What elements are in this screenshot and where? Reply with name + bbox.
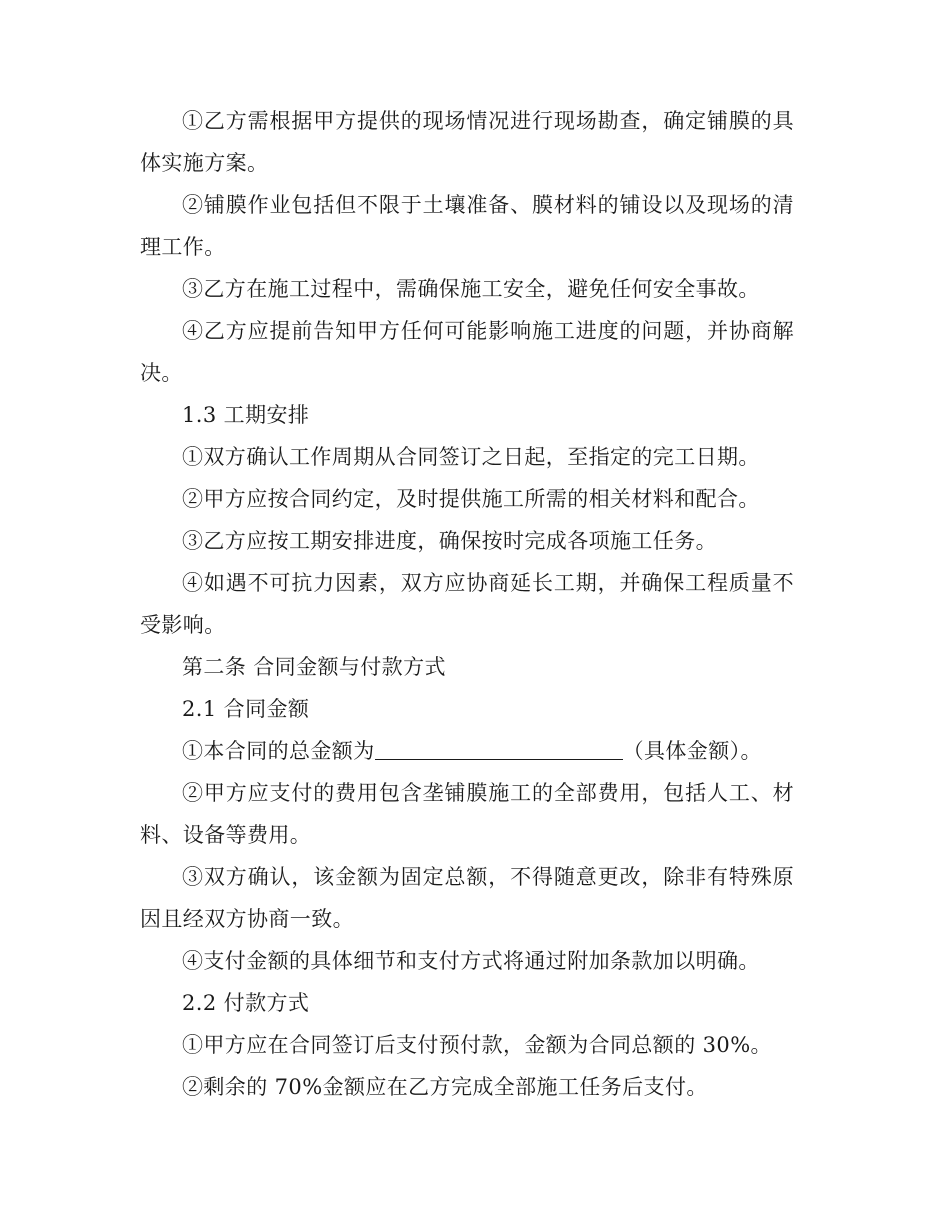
paragraph-payment-details: ④支付金额的具体细节和支付方式将通过附加条款加以明确。	[182, 949, 760, 973]
total-amount-suffix: （具体金额）。	[622, 739, 762, 763]
section-heading-1-3: 1.3 工期安排	[182, 403, 310, 427]
total-amount-label: ①本合同的总金额为	[182, 739, 375, 763]
paragraph-work-period: ①双方确认工作周期从合同签订之日起，至指定的完工日期。	[182, 445, 760, 469]
paragraph-progress-issues: ④乙方应提前告知甲方任何可能影响施工进度的问题，并协商解决。	[140, 319, 794, 385]
section-heading-2-1: 2.1 合同金额	[182, 697, 310, 721]
paragraph-schedule-progress: ③乙方应按工期安排进度，确保按时完成各项施工任务。	[182, 529, 717, 553]
paragraph-film-laying-scope: ②铺膜作业包括但不限于土壤准备、膜材料的铺设以及现场的清理工作。	[140, 193, 794, 259]
paragraph-remaining-payment: ②剩余的 70%金额应在乙方完成全部施工任务后支付。	[182, 1075, 708, 1099]
paragraph-total-amount	[140, 730, 794, 772]
paragraph-force-majeure: ④如遇不可抗力因素，双方应协商延长工期，并确保工程质量不受影响。	[140, 571, 794, 637]
article-heading-2: 第二条 合同金额与付款方式	[182, 655, 446, 679]
paragraph-construction-safety: ③乙方在施工过程中，需确保施工安全，避免任何安全事故。	[182, 277, 760, 301]
paragraph-fixed-amount: ③双方确认，该金额为固定总额，不得随意更改，除非有特殊原因且经双方协商一致。	[140, 865, 794, 931]
paragraph-cost-inclusion: ②甲方应支付的费用包含垄铺膜施工的全部费用，包括人工、材料、设备等费用。	[140, 781, 794, 847]
paragraph-site-survey: ①乙方需根据甲方提供的现场情况进行现场勘查，确定铺膜的具体实施方案。	[140, 109, 794, 175]
paragraph-materials-supply: ②甲方应按合同约定，及时提供施工所需的相关材料和配合。	[182, 487, 760, 511]
section-heading-2-2: 2.2 付款方式	[182, 991, 310, 1015]
total-amount-blank-line	[375, 733, 623, 760]
paragraph-advance-payment: ①甲方应在合同签订后支付预付款，金额为合同总额的 30%。	[182, 1033, 772, 1057]
